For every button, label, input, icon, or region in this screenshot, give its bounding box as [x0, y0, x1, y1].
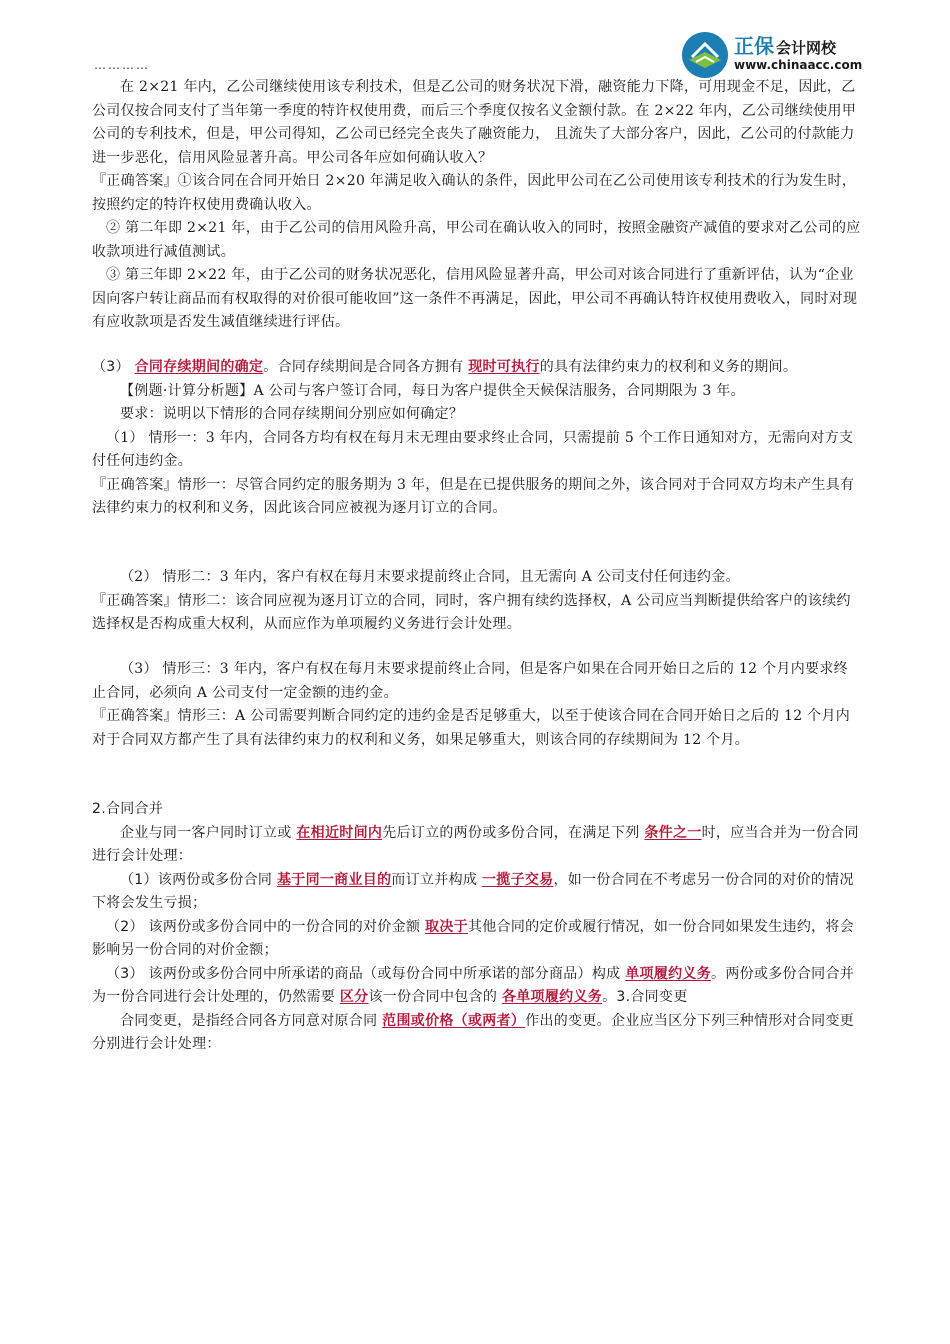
condition-3-text-2: 。两份或多份合同合并为一份合同进行会计处理的，仍然需要: [92, 965, 855, 1005]
condition-3-text: （3） 该两份或多份合同中所承诺的商品（或每份合同中所承诺的部分商品）构成: [106, 965, 621, 982]
case-3: （3） 情形三：3 年内，客户有权在每月末要求提前终止合同，但是客户如果在合同开始日之后的 12 个月内要求终止合同，必须向 A 公司支付一定金额的违约金。: [92, 661, 848, 701]
keyword-one-condition: 条件之一: [644, 824, 702, 841]
section-heading: 2.合同合并: [92, 801, 164, 817]
brand-logo[interactable]: [680, 26, 890, 82]
keyword-depends-on: 取决于: [425, 918, 468, 935]
example-question: 【例题·计算分析题】A 公司与客户签订合同，每日为客户提供全天候保洁服务，合同期限为 3 年。: [120, 382, 745, 399]
condition-2-text: （2） 该两份或多份合同中的一份合同的对价金额: [106, 918, 421, 935]
case-2-block: [92, 566, 862, 637]
item-number: （3）: [92, 359, 130, 375]
keyword-same-purpose: 基于同一商业目的: [276, 871, 392, 888]
logo-subtitle: 会计网校: [776, 39, 837, 57]
change-text: 合同变更，是指经合同各方同意对原合同: [120, 1012, 378, 1029]
case-1-answer: 『正确答案』情形一：尽管合同约定的服务期为 3 年，但是在已提供服务的期间之外，该合同对于合同双方均未产生具有法律约束力的权利和义务，因此该合同应被视为逐月订立的合同。: [92, 476, 855, 516]
contract-change-definition: [92, 1010, 862, 1057]
condition-1-text-2: 而订立并构成: [391, 871, 478, 888]
example-block-patent: [92, 76, 862, 335]
definition-text-end: 的具有法律约束力的权利和义务的期间。: [539, 359, 798, 375]
logo-name: 正保: [734, 34, 774, 58]
answer-3: ③ 第三年即 2×22 年，由于乙公司的财务状况恶化，信用风险显著升高，甲公司对该合同进行了重新评估，认为“企业因向客户转让商品而有权取得的对价很可能收回”这一条件不再满足，因此，甲公司不再确认特许权使用费收入，同时对现有应收款项是否发生减值继续进行评估。: [92, 267, 858, 330]
keyword-distinguish: 区分: [339, 989, 369, 1005]
cut-off-text-fragment: …………: [94, 58, 150, 72]
keyword-enforceable: 现时可执行: [468, 359, 540, 375]
keyword-single-obligation: 单项履约义务: [625, 965, 712, 982]
merge-condition-3: [92, 963, 862, 1010]
condition-1-text-3: ，如一份合同在不考虑另一份合同的对价的情况下将会发生亏损；: [92, 871, 854, 911]
keyword-scope-price: 范围或价格（或两者）: [382, 1012, 526, 1029]
merge-intro: [92, 822, 862, 869]
merge-intro-text-2: 先后订立的两份或多份合同，在满足下列: [382, 824, 640, 841]
contract-duration-definition: [92, 356, 862, 380]
merge-condition-2: [92, 916, 862, 963]
condition-2-text-2: 其他合同的定价或履行情况，如一份合同如果发生违约，将会影响另一份合同的对价金额；: [92, 918, 855, 958]
condition-3-text-3: 该一份合同中包含的: [368, 989, 498, 1005]
change-text-2: 作出的变更。企业应当区分下列三种情形对合同变更分别进行会计处理：: [92, 1012, 855, 1052]
merge-intro-text-3: 时，应当合并为一份合同进行会计处理：: [92, 824, 859, 864]
condition-3-text-4: 。3.合同变更: [602, 989, 688, 1005]
case-2: （2） 情形二：3 年内，客户有权在每月末要求提前终止合同，且无需向 A 公司支付任何违约金。: [120, 569, 740, 585]
example-paragraph: 在 2×21 年内，乙公司继续使用该专利技术，但是乙公司的财务状况下滑，融资能力下降，可用现金不足，因此，乙公司仅按合同支付了当年第一季度的特许权使用费，而后三个季度仅按名义金额付款。在 2×22 年内，乙公司继续使用甲公司的专利技术，但是，甲公司得知，乙公司已经完全丧失了融资能力， 且流失了大部分客户，因此，乙公司的付款能力进一步恶化，信用风险显著升高。甲公司各年应如何确认收入？: [92, 79, 857, 166]
case-1: （1） 情形一：3 年内，合同各方均有权在每月末无理由要求终止合同，只需提前 5 个工作日通知对方，无需向对方支付任何违约金。: [92, 429, 854, 469]
merge-intro-text: 企业与同一客户同时订立或: [120, 824, 292, 841]
case-3-answer: 『正确答案』情形三：A 公司需要判断合同约定的违约金是否足够重大，以至于使该合同在合同开始日之后的 12 个月内对于合同双方都产生了具有法律约束力的权利和义务，如果足够重大，则该合同的存续期间为 12 个月。: [92, 708, 851, 748]
condition-1-text: （1）该两份或多份合同: [120, 871, 273, 888]
contract-duration-section: [92, 356, 862, 521]
book-logo-icon: [680, 30, 730, 80]
keyword-package-deal: 一揽子交易: [481, 871, 554, 888]
contract-merge-section: [92, 798, 862, 1057]
keyword-close-time: 在相近时间内: [296, 824, 383, 841]
requirement: 要求：说明以下情形的合同存续期间分别应如何确定？: [120, 406, 464, 422]
answer-2: ② 第二年即 2×21 年，由于乙公司的信用风险升高，甲公司在确认收入的同时，按照金融资产减值的要求对乙公司的应收款项进行减值测试。: [92, 220, 861, 260]
keyword-duration: 合同存续期间的确定: [134, 359, 264, 375]
logo-url[interactable]: www.chinaacc.com: [734, 58, 863, 72]
merge-condition-1: [92, 869, 862, 916]
case-3-block: [92, 658, 862, 752]
definition-text: 。合同存续期间是合同各方拥有: [263, 359, 464, 375]
logo-title: [734, 30, 836, 59]
answer-1: 『正确答案』①该合同在合同开始日 2×20 年满足收入确认的条件，因此甲公司在乙公司使用该专利技术的行为发生时，按照约定的特许权使用费确认收入。: [92, 173, 857, 213]
keyword-each-obligation: 各单项履约义务: [501, 989, 603, 1005]
case-2-answer: 『正确答案』情形二：该合同应视为逐月订立的合同，同时，客户拥有续约选择权，A 公司应当判断提供给客户的该续约选择权是否构成重大权利，从而应作为单项履约义务进行会计处理。: [92, 592, 851, 632]
